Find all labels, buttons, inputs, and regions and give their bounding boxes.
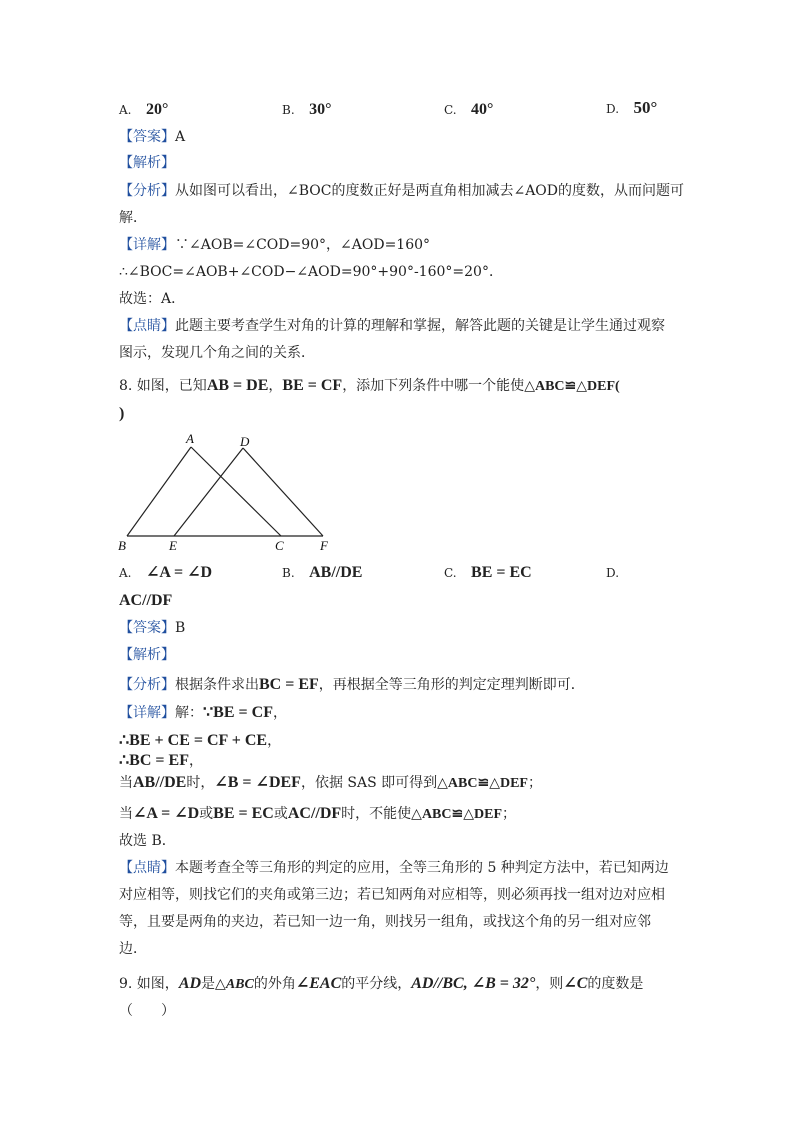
math: ∠EAC [295,975,342,992]
option-value: 30° [309,101,332,118]
q8-target: △ABC≌△DEF( [524,379,620,394]
math: ∠A = ∠D [133,805,200,822]
q8-answer-line [119,618,185,638]
q8-dianjing-line1 [119,858,669,878]
q7-option-b [282,100,332,120]
option-value: AB//DE [309,564,363,581]
text: 的平分线， [341,976,412,992]
q8-fenxi-line [119,675,585,695]
q7-option-d [606,98,657,119]
segment-df [243,448,323,536]
text: ； [502,806,516,822]
xiangjie-text-a: 解： [175,705,203,721]
q8-option-d-label [606,563,629,583]
xiangjie-math: ∵BE = CF [203,704,273,721]
math: △ABC≌△DEF [437,776,528,791]
text: 或 [199,806,214,822]
xiangjie-text: ∵∠AOB=∠COD=90°，∠AOD=160° [175,237,431,253]
q8-stem-line1 [119,376,620,397]
q7-xiangjie-line2: ∴∠BOC=∠AOB+∠COD−∠AOD=90°+90°-160°=20°． [119,264,503,280]
q8-dianjing-line2: 对应相等，则找它们的夹角或第三边；若已知两角对应相等，则必须再找一组对边对应相 [119,887,665,903]
q9-stem-line2: （ ） [119,1003,175,1019]
option-label: D. [606,102,620,116]
fenxi-tag: 【分析】 [119,677,175,693]
q8-xiangjie-line [119,703,287,723]
option-value: ∠A = ∠D [145,564,213,581]
option-value: 20° [145,101,169,118]
q7-analysis-tag: 【解析】 [119,155,175,171]
q7-fenxi-line1 [119,181,684,201]
q8-option-d-value: AC//DF [119,592,173,609]
option-label: B. [282,566,295,580]
q8-step1 [119,731,281,751]
q8-cond1: AB = DE [206,377,269,394]
xiangjie-text-b: ， [272,705,287,721]
dianjing-tag: 【点睛】 [119,318,175,334]
answer-value: B [175,620,186,636]
label-c: C [275,538,284,553]
q8-when1 [119,773,542,794]
q8-stem-end: ) [119,405,125,422]
text: ，依据 SAS 即可得到 [300,775,438,791]
text: 当 [119,806,133,822]
q8-dianjing-line4: 边． [119,941,147,957]
dianjing-text: 本题考查全等三角形的判定的应用，全等三角形的 5 种判定方法中，若已知两边 [175,860,669,876]
q7-choose: 故选：A． [119,291,186,307]
option-label: C. [444,566,457,580]
q8-cond2: BE = CF [282,377,343,394]
math: △ABC≌△DEF [411,807,502,822]
dianjing-text: 此题主要考查学生对角的计算的理解和掌握，解答此题的关键是让学生通过观察 [175,318,665,334]
answer-value: A [175,129,186,145]
label-f: F [320,538,328,553]
fenxi-text-a: 根据条件求出 [175,677,259,693]
math: ∠C [563,975,588,992]
answer-tag: 【答案】 [119,620,175,636]
q7-option-a [119,100,168,120]
option-label: C. [444,103,457,117]
q8-option-c [444,563,532,583]
q8-option-a [119,563,212,583]
text: 当 [119,775,133,791]
q8-triangle-figure [115,430,345,555]
q8-choose: 故选 B． [119,833,176,849]
label-e: E [169,538,177,553]
option-value: 50° [633,98,658,117]
step1-math: ∴BE + CE = CF + CE [119,732,268,749]
q8-option-b [282,563,362,583]
segment-ba [127,447,191,536]
math: AD [178,975,202,992]
option-value: BE = EC [471,564,532,581]
option-label: B. [282,103,295,117]
q7-dianjing-line1 [119,316,665,336]
step2-math: ∴BC = EF [119,752,189,769]
text: 或 [273,806,288,822]
text: 9. 如图， [119,976,179,992]
q7-dianjing-line2: 图示，发现几个角之间的关系． [119,345,315,361]
q8-step2 [119,751,203,771]
step2-end: ， [188,753,203,769]
text: 的度数是 [587,976,644,992]
q8-stem-mid: ，添加下列条件中哪一个能使 [342,378,525,394]
option-value: 40° [471,101,494,118]
text: ，则 [535,976,564,992]
text: 是 [201,976,216,992]
dianjing-tag: 【点睛】 [119,860,175,876]
step1-end: ， [267,733,282,749]
xiangjie-tag: 【详解】 [119,705,175,721]
q7-option-c [444,100,493,120]
segment-ac [191,447,281,536]
math: ∠B = ∠DEF [214,774,301,791]
fenxi-text: 从如图可以看出，∠BOC的度数正好是两直角相加减去∠AOD的度数，从而问题可 [175,183,685,199]
q7-xiangjie-line1 [119,235,430,255]
segment-ed [174,448,243,536]
fenxi-text-b: ，再根据全等三角形的判定定理判断即可． [318,677,585,693]
text: 时，不能使 [341,806,412,822]
label-d: D [240,434,250,449]
label-b: B [118,538,126,553]
q8-dianjing-line3: 等，且要是两角的夹边，若已知一边一角，则找另一组角，或找这个角的另一组对应邻 [119,914,651,930]
q8-analysis-tag: 【解析】 [119,647,175,663]
option-label: A. [119,103,132,117]
answer-tag: 【答案】 [119,129,175,145]
option-label: A. [119,566,132,580]
q7-fenxi-line2: 解． [119,210,147,226]
fenxi-math: BC = EF [259,676,319,693]
text: ； [527,775,542,791]
option-label: D. [606,566,620,580]
fenxi-tag: 【分析】 [119,183,175,199]
math: AD//BC, ∠B = 32° [411,975,536,992]
label-a: A [186,431,194,446]
q8-when2 [119,804,516,825]
q7-answer-line [119,127,185,147]
math: AC//DF [287,805,342,822]
xiangjie-tag: 【详解】 [119,237,175,253]
math: △ABC [215,977,254,992]
q8-stem-prefix: 8. 如图，已知 [119,378,207,394]
q8-sep: ， [268,378,283,394]
text: 时， [186,775,215,791]
math: BE = EC [213,805,274,822]
q9-stem-line1 [119,974,643,995]
text: 的外角 [253,976,296,992]
math: AB//DE [133,774,187,791]
